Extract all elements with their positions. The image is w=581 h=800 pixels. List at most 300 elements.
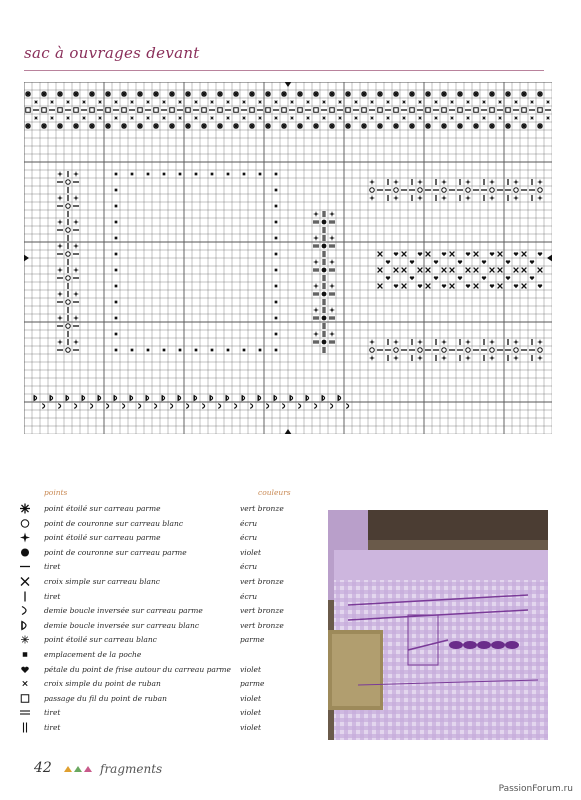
filled-half-loop-icon [338,396,340,401]
four-point-star-icon [57,267,63,273]
half-loop-icon [202,404,204,409]
asterisk-star-icon [121,123,127,129]
light-star-icon [18,633,32,646]
small-square-icon [259,173,262,176]
small-x-icon [339,117,342,120]
small-square-icon [115,317,118,320]
small-x-icon [147,117,150,120]
small-x-icon [291,101,294,104]
asterisk-star-icon [505,123,511,129]
legend-row [18,502,318,515]
legend-header-colors: couleurs [258,488,291,497]
small-square-icon [115,333,118,336]
legend-row [18,590,318,603]
legend-stitch-label: emplacement de la poche [44,650,142,659]
asterisk-star-icon [425,91,431,97]
small-x-icon [547,117,550,120]
center-marker-right [547,254,552,262]
four-point-star-icon [489,355,495,361]
asterisk-star-icon [265,123,271,129]
cross-stitch-chart [24,82,552,434]
four-point-star-icon [73,195,79,201]
open-circle-icon [538,188,543,193]
heart-icon [394,252,398,256]
open-square-icon [474,108,479,113]
four-point-star-icon [393,179,399,185]
small-square-icon [115,205,118,208]
open-square-icon [122,108,127,113]
title-divider [24,70,544,71]
asterisk-star-icon [18,502,32,515]
triangles-ornament-icon [64,765,92,773]
asterisk-star-icon [537,123,543,129]
legend-row [18,648,318,661]
double-horizontal-dash-icon [329,317,335,319]
small-x-icon [275,117,278,120]
small-square-icon [227,173,230,176]
asterisk-star-icon [73,123,79,129]
four-point-star-icon [417,179,423,185]
section-name: fragments [100,762,163,776]
asterisk-star-icon [473,123,479,129]
asterisk-star-icon [169,123,175,129]
small-x-icon [259,101,262,104]
four-point-star-icon [57,315,63,321]
legend-header-points: points [44,488,68,497]
open-circle-icon [66,300,71,305]
small-square-icon [131,173,134,176]
open-circle-icon [18,517,32,530]
heart-icon [458,276,462,280]
open-square-icon [42,108,47,113]
legend-stitch-label: croix simple du point de ruban [44,679,161,689]
small-square-icon [259,349,262,352]
legend-row [18,663,318,676]
double-horizontal-dash-icon [313,341,319,343]
small-x-icon [83,117,86,120]
small-x-icon [419,101,422,104]
four-point-star-icon [329,307,335,313]
open-square-icon [58,108,63,113]
small-x-icon [227,117,230,120]
asterisk-star-icon [409,91,415,97]
asterisk-star-icon [185,91,191,97]
open-square-icon [18,692,32,705]
small-x-icon [435,101,438,104]
double-vertical-dash-icon [323,299,325,305]
legend-color-label: vert bronze [240,620,284,630]
filled-half-loop-icon [178,396,180,401]
legend-row [18,546,318,559]
legend-row [18,721,318,734]
four-point-star-icon [329,283,335,289]
half-loop-icon [170,404,172,409]
open-square-icon [362,108,367,113]
legend-stitch-label: tiret [44,723,61,732]
double-vertical-dash-icon [323,307,325,313]
filled-half-loop-icon [226,396,228,401]
legend-row [18,531,318,544]
open-circle-icon [442,348,447,353]
heart-icon [394,284,398,288]
filled-half-loop-icon [114,396,116,401]
four-point-star-icon [57,243,63,249]
four-point-star-icon [73,291,79,297]
small-x-icon [51,117,54,120]
small-x-icon [467,117,470,120]
filled-circle-icon [322,340,327,345]
small-x-icon [115,117,118,120]
double-horizontal-dash-icon [313,293,319,295]
small-x-icon [499,101,502,104]
small-x-icon [355,101,358,104]
four-point-star-icon [465,179,471,185]
small-x-icon [307,101,310,104]
legend-color-label: écru [240,591,258,601]
small-square-icon [275,285,278,288]
half-loop-icon [42,404,44,409]
heart-icon [466,284,470,288]
asterisk-star-icon [57,123,63,129]
asterisk-star-icon [25,123,31,129]
double-vertical-dash-icon [323,211,325,217]
filled-half-loop-icon [66,396,68,401]
half-loop-icon [122,404,124,409]
legend-color-label: écru [240,533,258,543]
half-loop-icon [18,604,32,617]
legend-color-label: violet [240,708,262,718]
small-x-icon [35,101,38,104]
small-square-icon [115,221,118,224]
filled-half-loop-icon [258,396,260,401]
double-horizontal-dash-icon [329,221,335,223]
cross-icon [522,268,527,273]
small-square-icon [163,349,166,352]
cross-icon [402,268,407,273]
small-x-icon [211,101,214,104]
half-loop-icon [314,404,316,409]
four-point-star-icon [57,291,63,297]
filled-half-loop-icon [50,396,52,401]
half-loop-icon [138,404,140,409]
filled-circle-icon [322,292,327,297]
cross-icon [474,284,479,289]
cross-icon [426,252,431,257]
open-square-icon [106,108,111,113]
small-x-icon [483,117,486,120]
small-square-icon [211,173,214,176]
small-x-icon [339,101,342,104]
asterisk-star-icon [521,123,527,129]
half-loop-icon [74,404,76,409]
open-circle-icon [66,228,71,233]
four-point-star-icon [313,307,319,313]
cross-icon [490,268,495,273]
four-point-star-icon [73,171,79,177]
asterisk-star-icon [313,91,319,97]
small-x-icon [307,117,310,120]
small-x-icon [403,117,406,120]
four-point-star-icon [18,531,32,544]
open-square-icon [426,108,431,113]
four-point-star-icon [329,259,335,265]
small-x-icon [115,101,118,104]
small-x-icon [467,101,470,104]
four-point-star-icon [329,235,335,241]
open-circle-icon [66,180,71,185]
cross-icon [426,284,431,289]
small-square-icon [195,349,198,352]
small-x-icon [147,101,150,104]
double-vertical-dash-icon [323,227,325,233]
cross-icon [474,252,479,257]
filled-half-loop-icon [18,619,32,632]
cross-icon [378,284,383,289]
small-x-icon [195,117,198,120]
double-vertical-dash-icon [323,259,325,265]
asterisk-star-icon [313,123,319,129]
cross-icon [418,268,423,273]
asterisk-star-icon [537,91,543,97]
cross-icon [450,268,455,273]
four-point-star-icon [313,331,319,337]
heart-icon [514,284,518,288]
filled-circle-icon [322,220,327,225]
open-square-icon [330,108,335,113]
filled-half-loop-icon [82,396,84,401]
double-vertical-dash-icon [323,251,325,257]
four-point-star-icon [417,339,423,345]
half-loop-icon [154,404,156,409]
small-square-icon [275,301,278,304]
legend-stitch-label: point de couronne sur carreau blanc [44,518,184,528]
asterisk-star-icon [265,91,271,97]
small-x-icon [323,101,326,104]
asterisk-star-icon [105,123,111,129]
heart-icon [514,252,518,256]
open-square-icon [186,108,191,113]
small-x-icon [419,117,422,120]
small-x-icon [51,101,54,104]
cross-icon [450,284,455,289]
small-square-icon [275,269,278,272]
small-square-icon [115,253,118,256]
small-square-icon [115,349,118,352]
four-point-star-icon [489,179,495,185]
heart-icon [530,260,534,264]
four-point-star-icon [441,355,447,361]
asterisk-star-icon [185,123,191,129]
legend-row [18,517,318,530]
legend-stitch-label: passage du fil du point de ruban [44,693,167,703]
heart-icon [482,260,486,264]
small-square-icon [18,648,32,661]
filled-half-loop-icon [242,396,244,401]
heart-icon [410,276,414,280]
four-point-star-icon [417,355,423,361]
open-circle-icon [418,188,423,193]
open-square-icon [506,108,511,113]
double-vertical-dash-icon [323,323,325,329]
small-x-icon [99,101,102,104]
asterisk-star-icon [345,123,351,129]
asterisk-star-icon [361,91,367,97]
legend-stitch-label: point de couronne sur carreau parme [44,547,187,557]
open-circle-icon [442,188,447,193]
asterisk-star-icon [377,91,383,97]
half-loop-icon [58,404,60,409]
small-x-icon [435,117,438,120]
four-point-star-icon [441,179,447,185]
small-x-icon [451,101,454,104]
heart-icon [442,284,446,288]
legend-color-label: vert bronze [240,504,284,513]
legend-stitch-label: point étoilé sur carreau blanc [44,635,157,645]
four-point-star-icon [513,355,519,361]
small-x-icon [355,117,358,120]
legend-color-label: violet [240,547,262,557]
small-square-icon [163,173,166,176]
open-circle-icon [418,348,423,353]
open-square-icon [74,108,79,113]
heart-icon [538,284,542,288]
four-point-star-icon [393,195,399,201]
open-circle-icon [66,348,71,353]
asterisk-star-icon [393,123,399,129]
double-horizontal-dash-icon [329,269,335,271]
small-x-icon [211,117,214,120]
legend-color-label: violet [240,664,262,674]
four-point-star-icon [73,267,79,273]
asterisk-star-icon [441,123,447,129]
open-square-icon [522,108,527,113]
page-number: 42 [34,760,52,776]
double-vertical-dash-icon [323,331,325,337]
asterisk-star-icon [57,91,63,97]
small-square-icon [275,205,278,208]
heart-icon [538,252,542,256]
small-x-icon [515,117,518,120]
asterisk-star-icon [457,123,463,129]
asterisk-star-icon [473,91,479,97]
half-loop-icon [346,404,348,409]
legend-color-label: écru [240,518,258,528]
small-x-icon [67,117,70,120]
heart-icon [458,260,462,264]
heart-icon [530,276,534,280]
four-point-star-icon [313,259,319,265]
open-circle-icon [394,188,399,193]
asterisk-star-icon [297,123,303,129]
four-point-star-icon [465,195,471,201]
four-point-star-icon [329,331,335,337]
open-square-icon [202,108,207,113]
four-point-star-icon [57,171,63,177]
open-circle-icon [466,188,471,193]
filled-half-loop-icon [130,396,132,401]
legend-row [18,692,318,705]
legend-stitch-label: demie boucle inversée sur carreau blanc [44,620,200,630]
small-x-icon [483,101,486,104]
open-square-icon [490,108,495,113]
four-point-star-icon [441,339,447,345]
open-circle-icon [514,188,519,193]
chart-grid-lines [24,82,552,434]
small-square-icon [275,317,278,320]
small-x-icon [35,117,38,120]
asterisk-star-icon [89,91,95,97]
center-marker-bottom [284,429,292,434]
small-square-icon [275,349,278,352]
asterisk-star-icon [329,123,335,129]
four-point-star-icon [513,179,519,185]
cross-icon [378,252,383,257]
open-square-icon [346,108,351,113]
asterisk-star-icon [233,123,239,129]
asterisk-star-icon [137,91,143,97]
small-x-icon [179,117,182,120]
heart-icon [418,284,422,288]
four-point-star-icon [57,219,63,225]
open-circle-icon [466,348,471,353]
cross-icon [538,268,543,273]
open-circle-icon [490,188,495,193]
heart-icon [490,252,494,256]
small-x-icon [67,101,70,104]
asterisk-star-icon [41,123,47,129]
four-point-star-icon [369,179,375,185]
small-x-icon [243,101,246,104]
four-point-star-icon [537,355,543,361]
four-point-star-icon [465,355,471,361]
heart-icon [386,260,390,264]
asterisk-star-icon [409,123,415,129]
small-x-icon [451,117,454,120]
cross-icon [522,252,527,257]
small-x-icon [163,117,166,120]
small-square-icon [275,173,278,176]
small-x-icon [131,101,134,104]
small-square-icon [115,285,118,288]
small-x-icon [99,117,102,120]
legend-color-label: écru [240,562,258,572]
legend-row [18,619,318,632]
double-horizontal-dash-icon [313,269,319,271]
open-circle-icon [370,188,375,193]
open-square-icon [218,108,223,113]
open-square-icon [394,108,399,113]
four-point-star-icon [489,339,495,345]
legend-row [18,677,318,690]
legend-color-label: parme [240,679,265,689]
heart-icon [466,252,470,256]
half-loop-icon [106,404,108,409]
four-point-star-icon [441,195,447,201]
cross-icon [402,284,407,289]
small-x-icon [227,101,230,104]
legend-stitch-label: demie boucle inversée sur carreau parme [44,606,203,616]
filled-half-loop-icon [34,396,36,401]
four-point-star-icon [57,339,63,345]
four-point-star-icon [313,283,319,289]
legend-color-label: vert bronze [240,606,284,616]
four-point-star-icon [537,195,543,201]
small-x-icon [403,101,406,104]
filled-half-loop-icon [322,396,324,401]
small-square-icon [243,349,246,352]
heart-icon [410,260,414,264]
double-horizontal-dash-icon [313,245,319,247]
